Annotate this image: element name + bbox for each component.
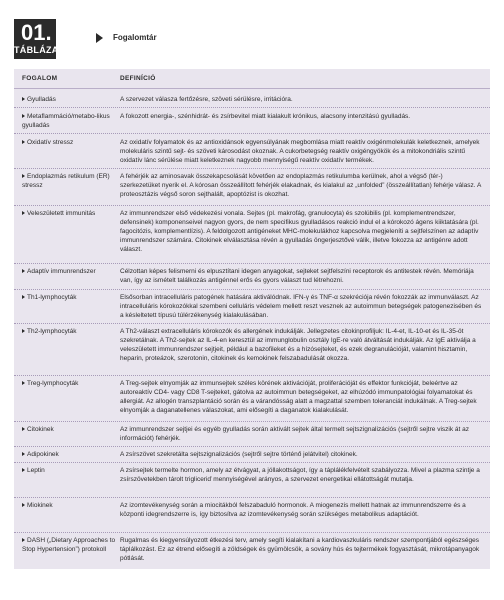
- term-cell: [22, 267, 118, 276]
- bullet-triangle-icon: [22, 269, 25, 273]
- definition-text: Célzottan képes felismerni és elpusztítani idegen anyagokat, sejteket sejtfelszíni receptorok és antitestek révén. Memóriája van, így az ismételt találkozás antigénnel erős és gyors választ tud létrehozni.: [120, 268, 474, 284]
- term-text: Veleszületett immunitás: [27, 210, 96, 217]
- bullet-triangle-icon: [22, 538, 25, 542]
- term-cell: [22, 379, 118, 388]
- bullet-triangle-icon: [22, 97, 25, 101]
- definition-text: Az immunrendszer első védekezési vonala. Sejtes (pl. makrofág, granulocyta) és szolúbilis (pl. komplementrendszer, defensinek) komponenseivel nagyon gyors, de nem specifikus gyulladásos reakció indul el a kórokozó ágens kiiktatására (pl. fagocitózis, komplementlízis). A feldolgozott antigéneket MHC-molekulákhoz kapcsolva megjeleníti a sejtfelszínen az adaptív immunrendszer számára. Citokinek elválasztása révén a gyulladás öngerjesztővé válik, illetve fokozza az antigénre adott választ.: [120, 210, 479, 253]
- term-text: Citokinek: [27, 426, 54, 433]
- bullet-triangle-icon: [22, 140, 25, 144]
- term-cell: [22, 138, 118, 147]
- column-header-term: FOGALOM: [22, 75, 58, 82]
- definition-text: A Treg-sejtek elnyomják az immunsejtek széles körének aktivációját, proliferációját és effektor funkcióját, beleértve az autoreaktív CD4- vagy CD8 T-sejteket, gátolva az autoimmun betegségeket, az elhúzódó immunpatológiai folyamatokat és allergiát. Az allogén transzplantáció során és a várandósság alatt a magzattal szemben toleranciát indukálnak. A Treg-sejtek elnyomják a daganatellenes válaszokat, ami elősegíti a daganatok kialakulását.: [120, 380, 477, 414]
- table-number: 01: [21, 20, 46, 45]
- term-cell: [22, 172, 118, 190]
- row-divider: [14, 263, 490, 264]
- definition-text: A fehérjék az aminosavak összekapcsolását követően az endoplazmás retikulumba kerülnek, ahol a végső (tér-) szerkezetüket nyerik el. A kórosan összeállított fehérjék elakadnak, és kialakul az „unfolded” (összeállítatlan) fehérje válasz. A proteosztázis végső soron sejthalált, apoptózist is okozhat.: [120, 173, 481, 198]
- row-divider: [14, 421, 490, 422]
- bullet-triangle-icon: [22, 329, 25, 333]
- row-divider: [14, 497, 490, 498]
- bullet-triangle-icon: [22, 381, 25, 385]
- term-text: Adipokinek: [27, 451, 59, 458]
- term-text: Th2-lymphocyták: [27, 328, 77, 335]
- bullet-triangle-icon: [22, 503, 25, 507]
- definition-text: Az immunrendszer sejtjei és egyéb gyulladás során aktivált sejtek által termelt sejtszignalizációs (sejtről sejtre viszik át az információt) fehérjék.: [120, 426, 469, 442]
- row-divider: [14, 446, 490, 447]
- row-divider: [14, 532, 490, 533]
- term-text: Adaptív immunrendszer: [27, 268, 96, 275]
- definition-text: Rugalmas és kiegyensúlyozott étkezési terv, amely segíti kialakítani a kardiovaszkuláris rendszer szempontjából egészséges táplálkozást. Ez az étrend elősegíti a zöldségek és gyümölcsök, a sovány hús és tejtermékek fogyasztását, mikrotápanyagok pótlását.: [120, 537, 480, 562]
- definition-text: A fokozott energia-, szénhidrát- és zsírbevitel miatt kialakult krónikus, alacsony intenzitású gyulladás.: [120, 113, 411, 120]
- term-text: Endoplazmás retikulum (ER) stressz: [22, 173, 110, 189]
- definition-text: A Th2-választ extracelluláris kórokozók és allergének indukálják. Jellegzetes citokinprofiljuk: IL-4-et, IL-10-et és IL-35-öt szekretálnak. A Th2-sejtek az IL-4-en keresztül az immunglobulin osztály IgE-re való átváltását indukálják. Az IgE aktiválja a veleszületett immunrendszer sejtjeit, például a bazofileket és a hízósejteket, és ezek degranulációját, valamint hisztamin, heparin, proteázok, szerotonin, citokinek és kemokinek felszabadulását okozza.: [120, 328, 476, 362]
- row-divider: [14, 375, 490, 376]
- term-cell: [22, 209, 118, 218]
- table-number-dot: .: [45, 20, 52, 45]
- term-cell: [22, 425, 118, 434]
- term-cell: [22, 95, 118, 104]
- definition-text: Elsősorban intracelluláris patogének hatására aktiválódnak. IFN-γ és TNF-α szekréciója révén fokozzák az immunválaszt. Az intracelluláris kórokozókkal szembeni celluláris védelem mellett reszt vesznek az autoimmun betegségek patogenezisében és a késleltetett típusú túlérzékenység kialakulásában.: [120, 294, 482, 319]
- table-number-badge: [14, 19, 64, 59]
- term-cell: [22, 501, 118, 510]
- definition-text: A zsírsejtek termelte hormon, amely az étvágyat, a jóllakottságot, így a táplálékfelvételt szabályozza. Mivel a plazma szintje a zsírszövetekben tárolt trigliceriď mennyiségével arányos, a szervezet energetikai ellátottságát mutatja.: [120, 467, 480, 483]
- term-cell: [22, 450, 118, 459]
- term-cell: [22, 536, 118, 554]
- column-header-definition: DEFINÍCIÓ: [120, 75, 156, 82]
- term-text: Leptin: [27, 467, 45, 474]
- term-cell: [22, 466, 118, 475]
- row-divider: [14, 168, 490, 169]
- term-cell: [22, 293, 118, 302]
- term-text: Oxidatív stressz: [27, 139, 74, 146]
- term-text: Treg-lymphocyták: [27, 380, 79, 387]
- definition-text: A szervezet válasza fertőzésre, szöveti sérülésre, irritációra.: [120, 96, 293, 103]
- definition-text: A zsírszövet szekretálta sejtszignalizációs (sejtről sejtre történő jelátvitel) citokinek.: [120, 451, 358, 458]
- term-cell: [22, 112, 118, 130]
- definition-text: Az izomtevékenység során a miocitákból felszabaduló hormonok. A miogenezis mellett hatnak az immunrendszerre és a központi idegrendszerre is, így biztosítva az izomtevékenység során szükséges metabolikus adaptációt.: [120, 502, 466, 518]
- row-divider: [14, 107, 490, 108]
- bullet-triangle-icon: [22, 114, 25, 118]
- table-header-row: [14, 69, 490, 89]
- bullet-triangle-icon: [22, 174, 25, 178]
- row-divider: [14, 289, 490, 290]
- bullet-triangle-icon: [22, 468, 25, 472]
- term-text: Miokinek: [27, 502, 53, 509]
- table-label: TÁBLÁZAT: [14, 45, 64, 55]
- term-text: Th1-lymphocyták: [27, 294, 77, 301]
- caption-arrow-icon: [96, 33, 103, 43]
- term-text: Gyulladás: [27, 96, 56, 103]
- bullet-triangle-icon: [22, 295, 25, 299]
- bullet-triangle-icon: [22, 427, 25, 431]
- table-caption: Fogalomtár: [113, 33, 157, 42]
- row-divider: [14, 205, 490, 206]
- glossary-table: [14, 69, 490, 569]
- row-divider: [14, 462, 490, 463]
- definition-text: Az oxidatív folyamatok és az antioxidánsok egyensúlyának megbomlása miatt reaktív oxigénmolekulák keletkeznek, amelyek molekuláris szintű sejt- és szöveti károsodást okoznak. A cukorbetegség reaktív oxigéngyökök és a mitokondriális szintű oxidatív lánc sérülése miatt keletkeznek nagyobb mennyiségű reaktív oxidatív termékek.: [120, 139, 480, 164]
- bullet-triangle-icon: [22, 211, 25, 215]
- term-text: DASH („Dietary Approaches to Stop Hypertension”) protokoll: [22, 537, 116, 553]
- term-cell: [22, 327, 118, 336]
- row-divider: [14, 133, 490, 134]
- row-divider: [14, 323, 490, 324]
- bullet-triangle-icon: [22, 452, 25, 456]
- term-text: Metaflammáció/metabo-likus gyulladás: [22, 113, 110, 129]
